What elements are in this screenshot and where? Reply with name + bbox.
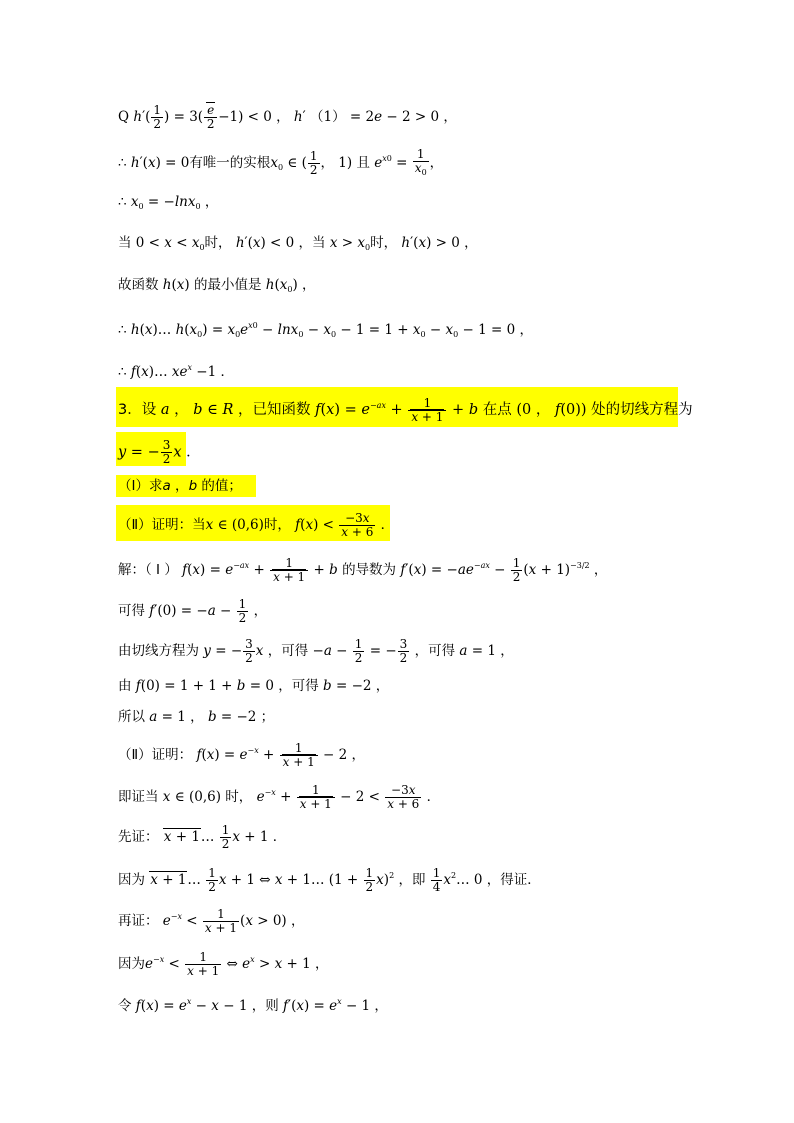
proof-line-5: 故函数 h(x) 的最小值是 $h(x_0)$ ，: [118, 277, 316, 294]
proof-line-1: Q h′( $\frac{1}{2}$ ) = 3( $\frac{e}{2}$ −1) < 0 ， h′ （1） = 2e − 2 > 0 ，: [118, 103, 457, 131]
solution-line-8: 先证： x + 1… $\frac{1}{2}$ x + 1 ．: [118, 823, 287, 851]
solution-line-10: 再证： $e^{-x}$ < $\frac{1}{x + 1}$ (x > 0) ，: [118, 907, 305, 935]
solution-line-2: 可得 f′(0) = −a − $\frac{1}{2}$ ，: [118, 597, 268, 625]
solution-line-6: （Ⅱ）证明： $f(x) = e^{-x}$ + $\frac{1}{x + 1}$ − 2 ，: [118, 741, 366, 769]
proof-line-4: 当 $0 < x < x_0$时， h′(x) < 0 ，当 $x > x_0$时， h′(x) > 0 ，: [118, 235, 478, 252]
problem-3-tangent: y = − $\frac{3}{2}$ x ．: [118, 438, 201, 466]
solution-line-11: 因为$e^{-x}$ < $\frac{1}{x + 1}$ ⇔ $e^x > x + 1$ ，: [118, 950, 329, 978]
proof-line-6: ∴ h(x)… $h(x_0) = x_0e^{x0} - \ln x_0 - x_0 - 1 = 1 + x_0 - x_0 - 1 = 0$ ，: [118, 321, 534, 339]
solution-line-3: 由切线方程为 y = − $\frac{3}{2}$ x ，可得 −a − $\frac{1}{2}$ = − $\frac{3}{2}$ ，可得 a = 1 ，: [118, 637, 514, 665]
problem-3-statement: 3．设 a ， b ∈ R ，已知函数 $f(x) = e^{-ax}$ + $\frac{1}{x + 1}$ + b 在点 (0 ， f(0)) 处的切线方程为: [118, 395, 693, 424]
problem-3-part-1: （Ⅰ）求a ，b 的值；: [118, 478, 242, 494]
proof-line-2: ∴ h′(x) = 0有唯一的实根$x_0$ ∈ ( $\frac{1}{2}$ ， 1) 且 $e^{x0}$ = $\frac{1}{x_0}$ ，: [118, 147, 444, 177]
solution-line-4: 由 f(0) = 1 + 1 + b = 0 ，可得 b = −2 ，: [118, 678, 390, 694]
proof-line-7: ∴ f(x)… $xe^x -1$ ．: [118, 363, 234, 380]
problem-3-part-2: （Ⅱ）证明：当x ∈ (0,6)时， f(x) < $\frac{-3x}{x + 6}$ ．: [118, 511, 395, 539]
proof-line-3: ∴ $x_0 = -\ln x_0$ ，: [118, 194, 219, 211]
solution-line-9: 因为 x + 1… $\frac{1}{2}$ x + 1 ⇔ x + 1… (1 + $\frac{1}{2}$ x)$^2$ ，即 $\frac{1}{4}$ $x^2\dots$ 0 ，得证．: [118, 866, 541, 894]
solution-line-7: 即证当 x ∈ (0,6) 时， $e^{-x}$ + $\frac{1}{x + 1}$ − 2 < $\frac{-3x}{x + 6}$ ．: [118, 783, 441, 811]
solution-line-12: 令 $f(x) = e^x - x - 1$ ，则 $f'(x) = e^x - 1$ ，: [118, 997, 388, 1014]
solution-line-5: 所以 a = 1 ， b = −2 ；: [118, 709, 275, 725]
solution-line-1: 解：（ Ⅰ ） $f(x) = e^{-ax}$ + $\frac{1}{x + 1}$ + b 的导数为 $f'(x) = -ae^{-ax}$ − $\frac{1}{2}$ $(x + 1)^{-3/2}$ ，: [118, 556, 608, 584]
